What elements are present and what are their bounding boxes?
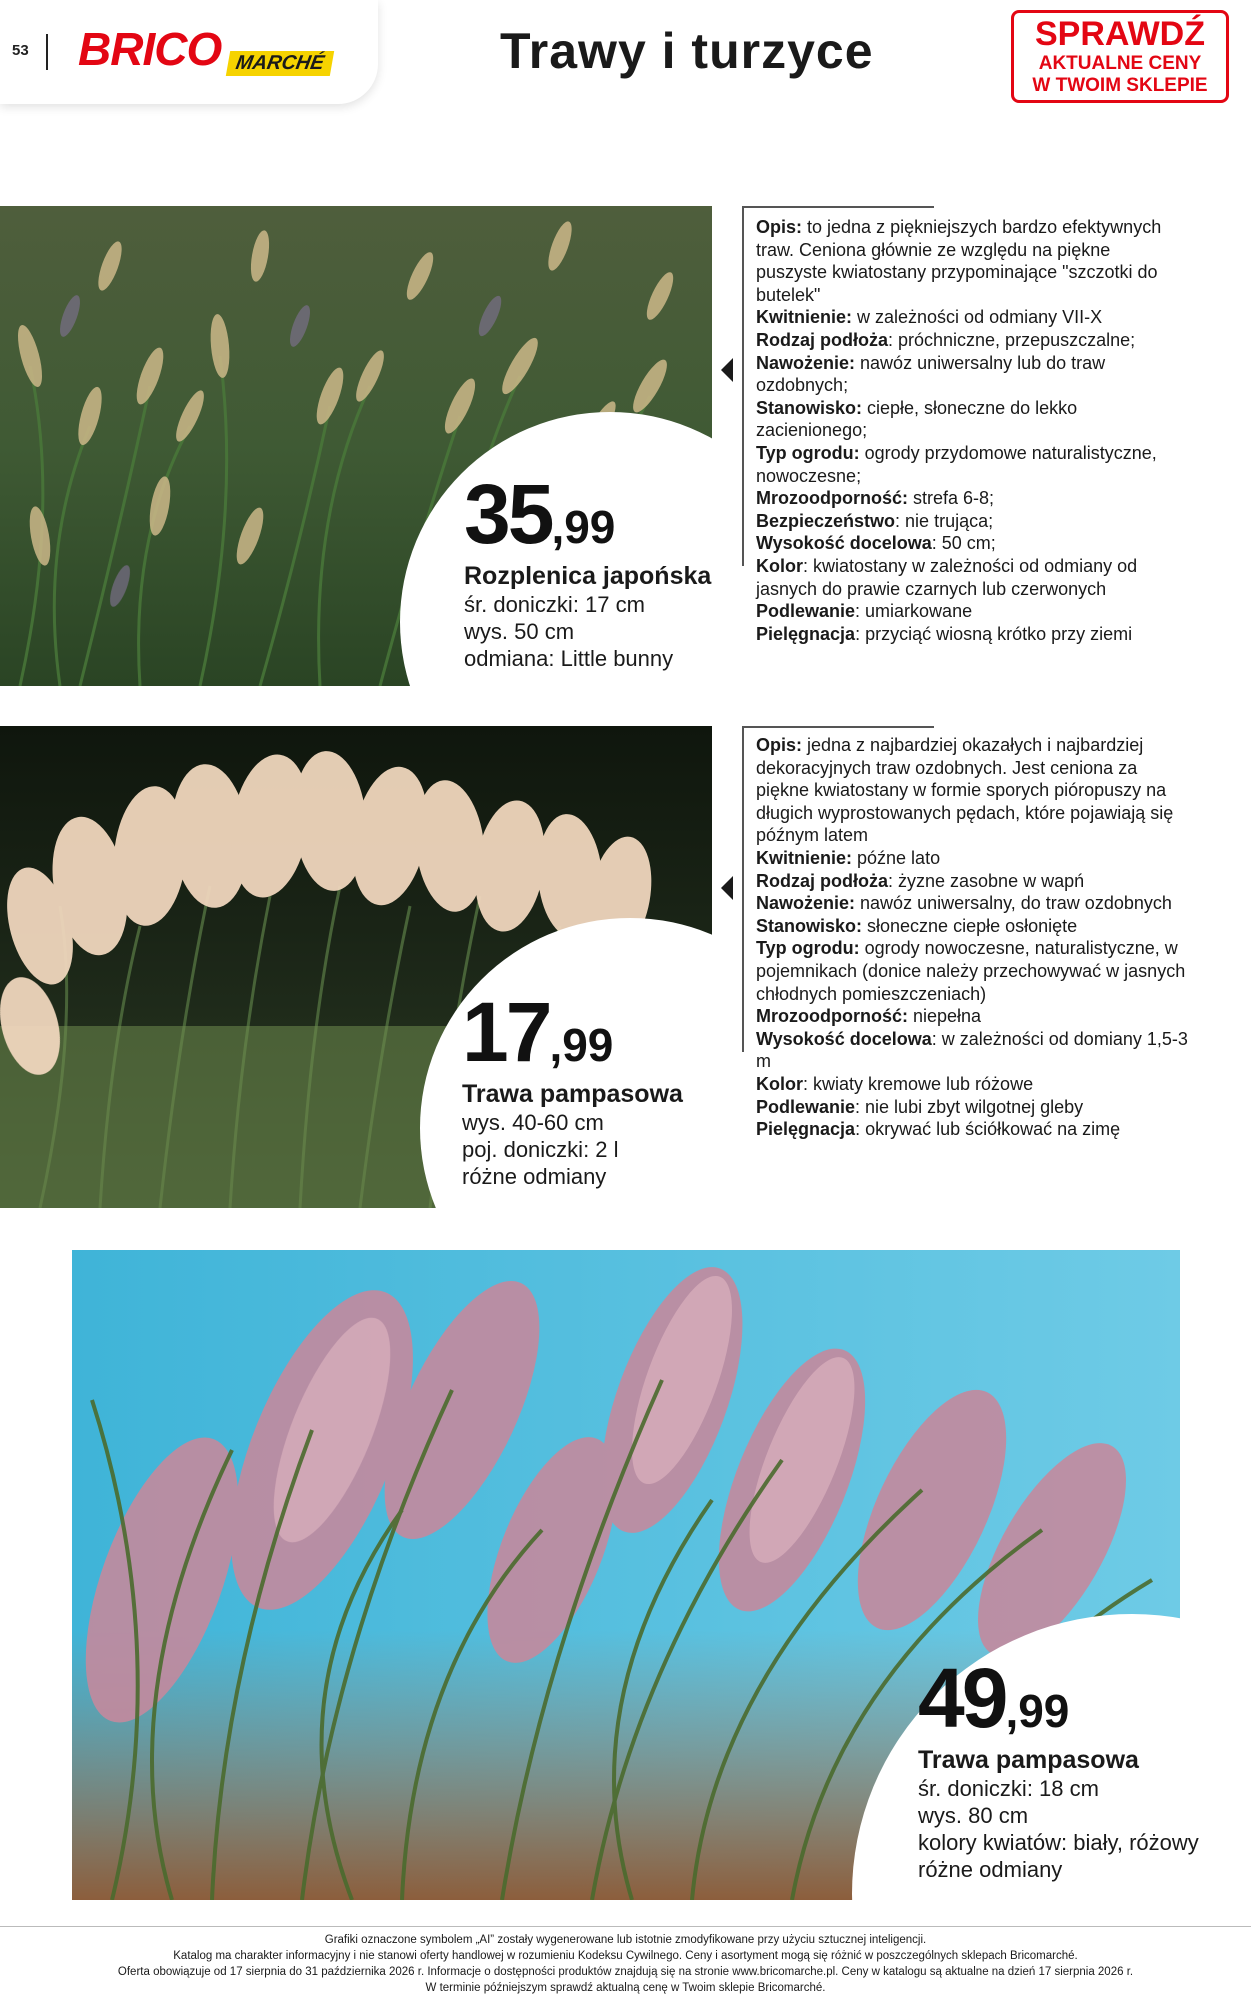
product-detail: wys. 50 cm <box>464 619 575 644</box>
description-frame <box>742 726 744 1052</box>
desc-row: Podlewanie: umiarkowane <box>756 601 973 622</box>
price-decimal: ,99 <box>551 501 616 553</box>
product-name: Trawa pampasowa <box>462 1080 683 1108</box>
description-frame <box>742 206 934 208</box>
product-description <box>756 216 1186 645</box>
desc-row: Kwitnienie: późne lato <box>756 847 941 868</box>
check-prices-badge <box>1011 10 1229 103</box>
product-detail: różne odmiany <box>462 1164 607 1189</box>
product-card-pampas-2[interactable] <box>918 1651 1238 1883</box>
price-tag <box>462 985 732 1079</box>
product-detail: wys. 40-60 cm <box>462 1110 604 1135</box>
desc-row: Wysokość docelowa: 50 cm; <box>756 533 996 554</box>
desc-row: Kolor: kwiaty kremowe lub różowe <box>756 1073 1034 1094</box>
description-frame <box>742 726 934 728</box>
desc-row: Kolor: kwiatostany w zależności od odmiany od jasnych do prawie czarnych lub czerwonych <box>756 555 1138 599</box>
footer-disclaimer <box>30 1932 1221 1996</box>
desc-row: Nawożenie: nawóz uniwersalny, do traw ozdobnych <box>756 893 1172 914</box>
product-description <box>756 734 1192 1141</box>
desc-row: Opis: to jedna z piękniejszych bardzo efektywnych traw. Ceniona głównie ze względu na piękne puszyste kwiatostany przypominające "szczotki do butelek" <box>756 217 1162 305</box>
desc-row: Typ ogrodu: ogrody przydomowe naturalistyczne, nowoczesne; <box>756 442 1157 486</box>
product-detail: śr. doniczki: 18 cm <box>918 1776 1099 1801</box>
desc-row: Pielęgnacja: okrywać lub ściółkować na zimę <box>756 1119 1121 1140</box>
price-tag <box>464 467 734 561</box>
check-prices-line3: W TWOIM SKLEPIE <box>1032 75 1208 96</box>
logo-brico-text: BRICO <box>78 23 222 75</box>
desc-row: Pielęgnacja: przyciąć wiosną krótko przy ziemi <box>756 623 1133 644</box>
desc-row: Rodzaj podłoża: żyzne zasobne w wapń <box>756 870 1085 891</box>
desc-row: Stanowisko: ciepłe, słoneczne do lekko zacienionego; <box>756 397 1078 441</box>
price-integer: 17 <box>462 985 550 1079</box>
desc-row: Stanowisko: słoneczne ciepłe osłonięte <box>756 915 1078 936</box>
price-decimal: ,99 <box>549 1019 614 1071</box>
desc-row: Mrozoodporność: strefa 6-8; <box>756 488 995 509</box>
product-name: Rozplenica japońska <box>464 562 712 590</box>
product-detail: odmiana: Little bunny <box>464 646 674 671</box>
desc-row: Podlewanie: nie lubi zbyt wilgotnej gleby <box>756 1096 1084 1117</box>
bricomarche-logo[interactable] <box>78 23 338 82</box>
footer-line: W terminie późniejszym sprawdź aktualną cenę w Twoim sklepie Bricomarché. <box>425 1982 826 1994</box>
product-card-pampas-1[interactable] <box>462 985 732 1190</box>
desc-row: Nawożenie: nawóz uniwersalny lub do traw ozdobnych; <box>756 352 1106 396</box>
product-detail: poj. doniczki: 2 l <box>462 1137 619 1162</box>
page-number: 53 <box>12 42 29 59</box>
desc-row: Mrozoodporność: niepełna <box>756 1006 982 1027</box>
desc-row: Kwitnienie: w zależności od odmiany VII-X <box>756 307 1103 328</box>
footer-divider <box>0 1926 1251 1927</box>
desc-row: Bezpieczeństwo: nie trująca; <box>756 510 994 531</box>
page-title: Trawy i turzyce <box>500 23 874 79</box>
header-tab <box>0 0 378 104</box>
footer-line: Katalog ma charakter informacyjny i nie stanowi oferty handlowej w rozumieniu Kodeksu Cywilnego. Ceny i asortyment mogą się różnić w poszczególnych sklepach Bricomarché. <box>173 1950 1078 1962</box>
check-prices-line1: SPRAWDŹ <box>1035 15 1205 53</box>
product-detail: śr. doniczki: 17 cm <box>464 592 645 617</box>
desc-row: Opis: jedna z najbardziej okazałych i najbardziej dekoracyjnych traw ozdobnych. Jest ceniona za piękne kwiatostany w formie sporych pióropuszy na długich wyprostowanych pędach, które pojawiają się późnym latem <box>756 735 1174 846</box>
desc-row: Typ ogrodu: ogrody nowoczesne, naturalistyczne, w pojemnikach (donice należy przechowywać w jasnych chłodnych pomieszczeniach) <box>756 938 1186 1004</box>
price-integer: 49 <box>918 1651 1006 1745</box>
footer-line: Oferta obowiązuje od 17 sierpnia do 31 października 2026 r. Informacje o dostępności produktów znajdują się na stronie www.bricomarche.pl. Ceny w katalogu są aktualne na dzień 17 sierpnia 2026 r. <box>117 1966 1134 1978</box>
pointer-arrow-icon <box>721 876 733 900</box>
product-name: Trawa pampasowa <box>918 1746 1139 1774</box>
price-decimal: ,99 <box>1005 1685 1070 1737</box>
desc-row: Rodzaj podłoża: próchniczne, przepuszczalne; <box>756 329 1136 350</box>
product-card-rozplenica[interactable] <box>464 467 734 672</box>
footer-line: Grafiki oznaczone symbolem „AI” zostały wygenerowane lub istotnie zmodyfikowane przy użyciu sztucznej inteligencji. <box>324 1934 927 1946</box>
price-tag <box>918 1651 1238 1745</box>
product-detail: kolory kwiatów: biały, różowy <box>918 1830 1199 1855</box>
description-frame <box>742 206 744 566</box>
check-prices-line2: AKTUALNE CENY <box>1038 53 1202 74</box>
pointer-arrow-icon <box>721 358 733 382</box>
price-integer: 35 <box>464 467 552 561</box>
page-number-divider <box>46 34 48 70</box>
desc-row: Wysokość docelowa: w zależności od domiany 1,5-3 m <box>756 1028 1188 1072</box>
logo-marche-text: MARCHÉ <box>226 51 334 76</box>
product-detail: różne odmiany <box>918 1857 1063 1882</box>
product-detail: wys. 80 cm <box>918 1803 1029 1828</box>
